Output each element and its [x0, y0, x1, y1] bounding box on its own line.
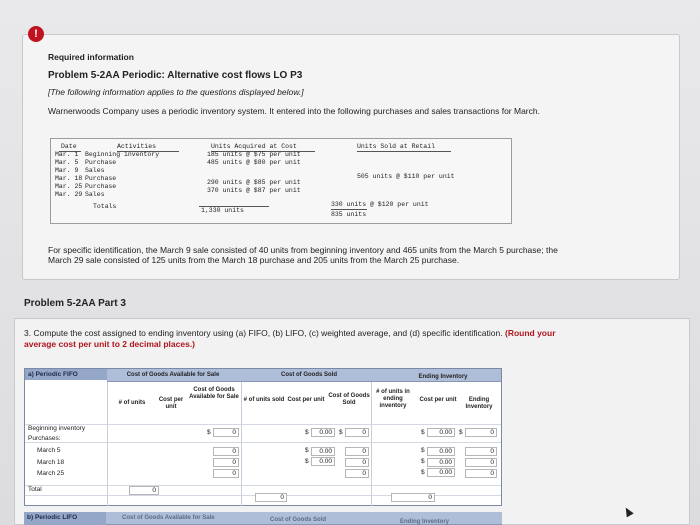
question-text — [24, 328, 584, 350]
dollar-sign: $ — [421, 429, 425, 436]
march25-ending-inventory-input[interactable]: 0 — [465, 469, 497, 478]
ledger-row-date: Mar. 5 — [55, 159, 79, 166]
dollar-sign: $ — [207, 429, 211, 436]
ledger-header-date: Date — [61, 143, 77, 150]
part-title: Problem 5-2AA Part 3 — [24, 298, 126, 309]
ledger-row-activity: Purchase — [85, 175, 117, 182]
ledger-row-date: Mar. 29 — [55, 191, 83, 198]
ledger-total-sold: 835 units — [331, 211, 367, 218]
dollar-sign: $ — [305, 458, 309, 465]
row-march-25: March 25 — [37, 470, 65, 477]
col-cost-per-unit-end: Cost per unit — [419, 397, 457, 403]
group-header-ending: Ending Inventory — [418, 374, 468, 380]
ledger-total-acquired: 1,330 units — [201, 207, 244, 214]
group-header-sold: Cost of Goods Sold — [281, 372, 337, 378]
total-units-input[interactable]: 0 — [129, 486, 159, 495]
ledger-row-sold: 505 units @ $110 per unit — [357, 173, 455, 180]
col-units: # of units — [118, 400, 146, 406]
lifo-group-sold: Cost of Goods Sold — [270, 517, 326, 523]
instruction-note: [The following information applies to the questions displayed below.] — [48, 87, 304, 97]
march5-cost-per-unit-sold-input[interactable]: 0.00 — [311, 447, 335, 456]
lifo-group-available: Cost of Goods Available for Sale — [122, 515, 215, 521]
march18-cost-per-unit-sold-input[interactable]: 0.00 — [311, 457, 335, 466]
col-units-ending: # of units in ending inventory — [376, 389, 410, 409]
col-cost-per-unit: Cost per unit — [158, 397, 184, 410]
dollar-sign: $ — [421, 447, 425, 454]
row-march-5: March 5 — [37, 447, 61, 454]
ledger-row-activity: Purchase — [85, 159, 117, 166]
dollar-sign: $ — [421, 458, 425, 465]
ledger-header-activities: Activities — [117, 143, 157, 150]
col-cogs: Cost of Goods Sold — [328, 393, 370, 406]
march5-cogas-input[interactable]: 0 — [213, 447, 239, 456]
row-purchases-label: Purchases: — [28, 435, 61, 442]
ledger-row-date: Mar. 25 — [55, 183, 83, 190]
fifo-worksheet — [24, 368, 502, 506]
ledger-row-acquired: 290 units @ $85 per unit — [207, 179, 301, 186]
ledger-totals-label: Totals — [93, 203, 117, 210]
transactions-ledger — [50, 138, 512, 224]
intro-text: Warnerwoods Company uses a periodic inventory system. It entered into the following purchases and sales transactions for March. — [48, 106, 540, 116]
march5-ending-inventory-input[interactable]: 0 — [465, 447, 497, 456]
beginning-cogas-input[interactable]: 0 — [213, 428, 239, 437]
march18-cost-per-unit-end-input[interactable]: 0.00 — [427, 458, 455, 467]
ledger-row-date: Mar. 1 — [55, 151, 79, 158]
question-rounding: (Round your average cost per unit to 2 decimal places.) — [24, 328, 556, 349]
ledger-row-activity: Beginning inventory — [85, 151, 160, 158]
march25-cogs-input[interactable]: 0 — [345, 469, 369, 478]
lifo-group-ending: Ending Inventory — [400, 519, 450, 525]
group-header-available: Cost of Goods Available for Sale — [126, 372, 220, 378]
ledger-row-activity: Sales — [85, 167, 105, 174]
beginning-cost-per-unit-sold-input[interactable]: 0.00 — [311, 428, 335, 437]
dollar-sign: $ — [459, 429, 463, 436]
required-info-heading: Required information — [48, 52, 134, 62]
beginning-cogs-input[interactable]: 0 — [345, 428, 369, 437]
ledger-row-acquired: 185 units @ $75 per unit — [207, 151, 301, 158]
col-ending-inventory: Ending Inventory — [465, 397, 493, 410]
march5-cost-per-unit-end-input[interactable]: 0.00 — [427, 447, 455, 456]
col-cogas: Cost of Goods Available for Sale — [189, 387, 239, 400]
beginning-cost-per-unit-end-input[interactable]: 0.00 — [427, 428, 455, 437]
march25-cogas-input[interactable]: 0 — [213, 469, 239, 478]
ledger-row-date: Mar. 18 — [55, 175, 83, 182]
alert-icon: ! — [28, 26, 44, 42]
march18-ending-inventory-input[interactable]: 0 — [465, 458, 497, 467]
march18-cogs-input[interactable]: 0 — [345, 458, 369, 467]
ledger-row-acquired: 485 units @ $80 per unit — [207, 159, 301, 166]
row-beginning-inventory: Beginning inventory — [28, 425, 86, 432]
question-main: 3. Compute the cost assigned to ending inventory using (a) FIFO, (b) LIFO, (c) weighted average, and (d) specific identification. — [24, 328, 503, 338]
beginning-ending-inventory-input[interactable]: 0 — [465, 428, 497, 437]
ledger-row-sold: 330 units @ $120 per unit — [331, 201, 429, 208]
march5-cogs-input[interactable]: 0 — [345, 447, 369, 456]
row-total: Total — [28, 486, 42, 493]
ledger-row-acquired: 370 units @ $87 per unit — [207, 187, 301, 194]
ledger-row-activity: Sales — [85, 191, 105, 198]
march18-cogas-input[interactable]: 0 — [213, 458, 239, 467]
ledger-row-activity: Purchase — [85, 183, 117, 190]
total-units-sold-input[interactable]: 0 — [255, 493, 287, 502]
problem-title: Problem 5-2AA Periodic: Alternative cost flows LO P3 — [48, 70, 303, 81]
dollar-sign: $ — [339, 429, 343, 436]
total-units-ending-input[interactable]: 0 — [391, 493, 435, 502]
specific-identification-text: For specific identification, the March 9 sale consisted of 40 units from beginning inventory and 465 units from the March 5 purchase; the March 29 sale consisted of 125 units from the March 18 purchase and 205 units from the March 25 purchase. — [48, 245, 558, 265]
tab-periodic-fifo[interactable]: a) Periodic FIFO — [25, 369, 107, 380]
col-units-sold: # of units sold — [243, 397, 285, 403]
dollar-sign: $ — [305, 447, 309, 454]
dollar-sign: $ — [305, 429, 309, 436]
march25-cost-per-unit-end-input[interactable]: 0.00 — [427, 468, 455, 477]
dollar-sign: $ — [421, 469, 425, 476]
tab-periodic-lifo[interactable]: b) Periodic LIFO — [24, 512, 106, 525]
ledger-header-sold: Units Sold at Retail — [357, 143, 436, 150]
col-cost-per-unit-sold: Cost per unit — [287, 397, 325, 403]
ledger-header-acquired: Units Acquired at Cost — [211, 143, 297, 150]
row-march-18: March 18 — [37, 459, 65, 466]
ledger-row-date: Mar. 9 — [55, 167, 79, 174]
